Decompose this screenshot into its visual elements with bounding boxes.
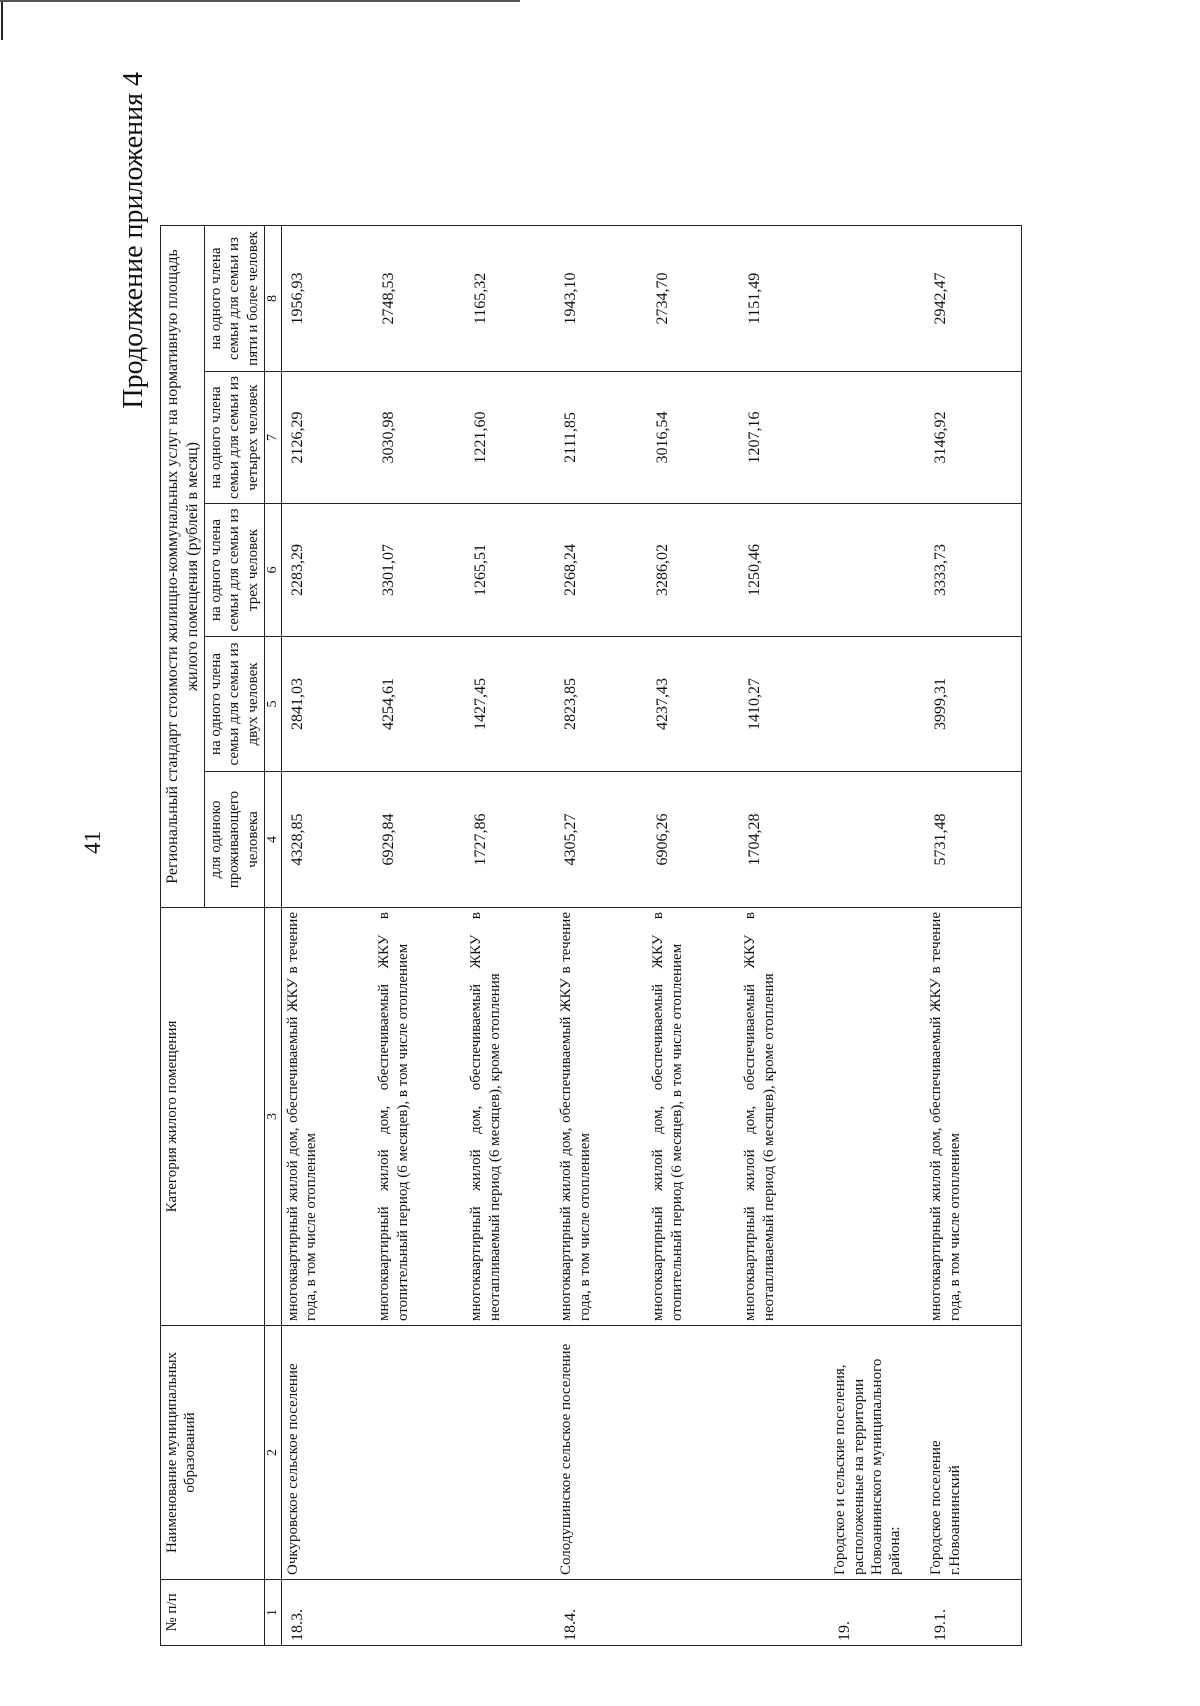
value-three: 2283,29 (281, 504, 373, 637)
table-row (281, 226, 373, 1646)
housing-category: многоквартирный жилой дом, обеспечиваемый ЖКУ в неотапливаемый период (6 месяцев), кроме отопления (465, 908, 555, 1326)
municipality-name (739, 1326, 829, 1580)
value-three: 1250,46 (739, 504, 829, 637)
value-four: 1207,16 (739, 372, 829, 504)
header-five-plus: на одного члена семьи для семьи из пяти и более человек (205, 226, 265, 372)
header-group-title: Региональный стандарт стоимости жилищно-коммунальных услуг на нормативную площадь жилого помещения (рублей в месяц) (161, 226, 205, 908)
value-single: 4305,27 (555, 772, 647, 908)
value-three (829, 504, 925, 637)
value-two (829, 637, 925, 772)
col-number: 3 (264, 908, 281, 1326)
row-number (739, 1580, 829, 1646)
header-name: Наименование муниципальных образований (161, 1326, 265, 1580)
table-row (373, 226, 465, 1646)
value-four: 2126,29 (281, 372, 373, 504)
value-two: 4254,61 (373, 637, 465, 772)
col-number: 7 (264, 372, 281, 504)
housing-category: многоквартирный жилой дом, обеспечиваемый ЖКУ в течение года, в том числе отоплением (555, 908, 647, 1326)
row-number (647, 1580, 739, 1646)
value-two: 2841,03 (281, 637, 373, 772)
housing-cost-table (160, 225, 1022, 1646)
row-number: 18.3. (281, 1580, 373, 1646)
value-two: 4237,43 (647, 637, 739, 772)
value-two: 1410,27 (739, 637, 829, 772)
header-two: на одного члена семьи для семьи из двух человек (205, 637, 265, 772)
continuation-title: Продолжение приложения 4 (118, 72, 149, 409)
col-number: 2 (264, 1326, 281, 1580)
table-row (555, 226, 647, 1646)
municipality-name: Солодушинское сельское поселение (555, 1326, 647, 1580)
value-five-plus (829, 226, 925, 372)
housing-category: многоквартирный жилой дом, обеспечиваемый ЖКУ в отопительный период (6 месяцев), в том числе отоплением (647, 908, 739, 1326)
table-row (925, 226, 1021, 1646)
housing-category (829, 908, 925, 1326)
value-four: 3030,98 (373, 372, 465, 504)
header-four: на одного члена семьи для семьи из четырех человек (205, 372, 265, 504)
value-two: 2823,85 (555, 637, 647, 772)
value-three: 2268,24 (555, 504, 647, 637)
value-five-plus: 1956,93 (281, 226, 373, 372)
value-five-plus: 2734,70 (647, 226, 739, 372)
table-row (739, 226, 829, 1646)
municipality-name: Городское и сельские поселения, расположенные на территории Новоаннинского муниципального района: (829, 1326, 925, 1580)
housing-category: многоквартирный жилой дом, обеспечиваемый ЖКУ в неотапливаемый период (6 месяцев), кроме отопления (739, 908, 829, 1326)
value-two: 1427,45 (465, 637, 555, 772)
housing-category: многоквартирный жилой дом, обеспечиваемый ЖКУ в отопительный период (6 месяцев), в том числе отоплением (373, 908, 465, 1326)
value-five-plus: 2942,47 (925, 226, 1021, 372)
value-three: 3286,02 (647, 504, 739, 637)
value-four (829, 372, 925, 504)
value-three: 3301,07 (373, 504, 465, 637)
value-single (829, 772, 925, 908)
col-number: 8 (264, 226, 281, 372)
row-number (373, 1580, 465, 1646)
value-five-plus: 1943,10 (555, 226, 647, 372)
value-three: 3333,73 (925, 504, 1021, 637)
municipality-name: Городское поселение г.Новоаннинский (925, 1326, 1021, 1580)
value-five-plus: 1165,32 (465, 226, 555, 372)
value-four: 1221,60 (465, 372, 555, 504)
table-row (829, 226, 925, 1646)
page-number: 41 (80, 831, 105, 854)
col-number: 6 (264, 504, 281, 637)
value-five-plus: 2748,53 (373, 226, 465, 372)
value-three: 1265,51 (465, 504, 555, 637)
col-number: 5 (264, 637, 281, 772)
municipality-name (373, 1326, 465, 1580)
value-single: 4328,85 (281, 772, 373, 908)
municipality-name: Очкуровское сельское поселение (281, 1326, 373, 1580)
value-two: 3999,31 (925, 637, 1021, 772)
table-row (647, 226, 739, 1646)
col-number: 1 (264, 1580, 281, 1646)
row-number: 19.1. (925, 1580, 1021, 1646)
municipality-name (647, 1326, 739, 1580)
header-three: на одного члена семьи для семьи из трех человек (205, 504, 265, 637)
column-number-row (264, 226, 281, 1646)
value-four: 3016,54 (647, 372, 739, 504)
col-number: 4 (264, 772, 281, 908)
housing-category: многоквартирный жилой дом, обеспечиваемый ЖКУ в течение года, в том числе отоплением (281, 908, 373, 1326)
housing-category: многоквартирный жилой дом, обеспечиваемый ЖКУ в течение года, в том числе отоплением (925, 908, 1021, 1326)
value-four: 2111,85 (555, 372, 647, 504)
value-single: 1704,28 (739, 772, 829, 908)
header-num: № п/п (161, 1580, 265, 1646)
municipality-name (465, 1326, 555, 1580)
value-four: 3146,92 (925, 372, 1021, 504)
value-single: 1727,86 (465, 772, 555, 908)
value-five-plus: 1151,49 (739, 226, 829, 372)
value-single: 6906,26 (647, 772, 739, 908)
row-number: 19. (829, 1580, 925, 1646)
row-number: 18.4. (555, 1580, 647, 1646)
header-single: для одиноко проживающего человека (205, 772, 265, 908)
table-row (465, 226, 555, 1646)
header-category: Категория жилого помещения (161, 908, 265, 1326)
value-single: 6929,84 (373, 772, 465, 908)
value-single: 5731,48 (925, 772, 1021, 908)
row-number (465, 1580, 555, 1646)
